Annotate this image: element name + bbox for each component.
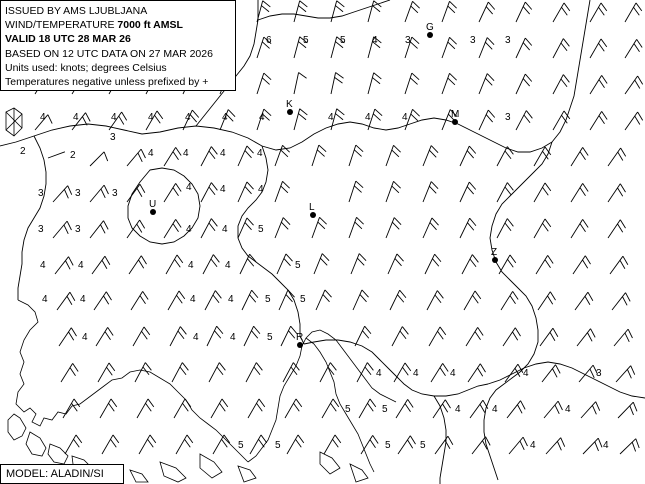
temperature-label: 4: [230, 332, 236, 343]
temperature-label: 4: [455, 404, 461, 415]
temperature-label: 3: [38, 224, 44, 235]
temperature-label: 4: [193, 332, 199, 343]
temperature-label: 3: [75, 224, 81, 235]
station-marker: [286, 99, 293, 115]
temperature-label: 3: [112, 188, 118, 199]
temperature-label: 4: [73, 112, 79, 123]
temperature-label: 2: [20, 146, 26, 157]
temperature-label: 4: [413, 368, 419, 379]
legend-valid-time: VALID 18 UTC 28 MAR 26: [5, 33, 131, 46]
temperature-label: 3: [596, 368, 602, 379]
temperature-label: 4: [148, 112, 154, 123]
station-marker: [309, 202, 316, 218]
coastline-layer: [6, 108, 396, 482]
station-label: M: [451, 109, 460, 120]
station-marker: [491, 247, 498, 263]
station-label: G: [426, 22, 434, 33]
temperature-label: 4: [222, 112, 228, 123]
station-label: R: [296, 332, 304, 343]
temperature-label: 5: [340, 35, 346, 46]
temperature-label: 4: [565, 404, 571, 415]
legend-units: Units used: knots; degrees Celsius: [5, 61, 167, 74]
temperature-label: 4: [40, 112, 46, 123]
temperature-label: 3: [405, 35, 411, 46]
station-marker: [296, 332, 303, 348]
temperature-label: 4: [78, 260, 84, 271]
temperature-label: 4: [111, 112, 117, 123]
temperature-label: 5: [238, 440, 244, 451]
temperature-label: 4: [450, 368, 456, 379]
temperature-label: 5: [300, 294, 306, 305]
temperature-label: 4: [530, 440, 536, 451]
legend-level-value: 7000 ft AMSL: [117, 19, 183, 32]
temperature-label: 4: [259, 112, 265, 123]
temperature-label: 4: [222, 224, 228, 235]
temperature-label: 3: [75, 188, 81, 199]
temperature-label: 2: [70, 150, 76, 161]
temperature-label: 3: [470, 35, 476, 46]
temperature-label: 5: [303, 35, 309, 46]
legend-temperature-note: Temperatures negative unless prefixed by +: [5, 76, 209, 89]
temperature-label: 4: [365, 112, 371, 123]
temperature-label-layer: [20, 35, 609, 451]
temperature-label: 4: [40, 260, 46, 271]
temperature-label: 4: [402, 112, 408, 123]
temperature-label: 4: [257, 148, 263, 159]
temperature-label: 5: [267, 332, 273, 343]
temperature-label: 4: [190, 294, 196, 305]
temperature-label: 4: [523, 368, 529, 379]
temperature-label: 5: [275, 440, 281, 451]
temperature-label: 5: [295, 260, 301, 271]
station-marker: [149, 199, 156, 215]
temperature-label: 5: [420, 440, 426, 451]
temperature-label: 5: [265, 294, 271, 305]
station-label: K: [286, 99, 293, 110]
station-marker: [451, 109, 459, 125]
temperature-label: 4: [258, 184, 264, 195]
chart-legend-box: [0, 0, 236, 91]
temperature-label: 4: [372, 35, 378, 46]
temperature-label: 4: [82, 332, 88, 343]
station-label: U: [149, 199, 157, 210]
station-label: L: [309, 202, 315, 213]
legend-based-on: BASED ON 12 UTC DATA ON 27 MAR 2026: [5, 47, 213, 60]
temperature-label: 4: [225, 260, 231, 271]
temperature-label: 5: [382, 404, 388, 415]
temperature-label: 4: [148, 148, 154, 159]
temperature-label: 3: [505, 112, 511, 123]
temperature-label: 4: [188, 260, 194, 271]
temperature-label: 6: [266, 35, 272, 46]
legend-product-prefix: WIND/TEMPERATURE: [5, 19, 118, 32]
temperature-label: 5: [385, 440, 391, 451]
temperature-label: 4: [376, 368, 382, 379]
legend-issued-by: ISSUED BY AMS LJUBLJANA: [5, 5, 148, 17]
temperature-label: 4: [80, 294, 86, 305]
temperature-label: 4: [328, 112, 334, 123]
temperature-label: 3: [110, 132, 116, 143]
station-label: Z: [491, 247, 498, 258]
temperature-label: 5: [345, 404, 351, 415]
temperature-label: 4: [492, 404, 498, 415]
model-label: MODEL: ALADIN/SI: [6, 468, 104, 480]
temperature-label: 4: [220, 148, 226, 159]
temperature-label: 4: [186, 182, 192, 193]
temperature-label: 4: [42, 294, 48, 305]
temperature-label: 3: [38, 188, 44, 199]
station-marker: [426, 22, 434, 38]
temperature-label: 5: [258, 224, 264, 235]
temperature-label: 4: [186, 224, 192, 235]
legend-product-level: [5, 18, 231, 32]
temperature-label: 4: [183, 148, 189, 159]
temperature-label: 3: [505, 35, 511, 46]
temperature-label: 4: [185, 112, 191, 123]
temperature-label: 4: [228, 294, 234, 305]
temperature-label: 4: [603, 440, 609, 451]
model-label-box: [0, 464, 124, 484]
temperature-label: 4: [220, 184, 226, 195]
